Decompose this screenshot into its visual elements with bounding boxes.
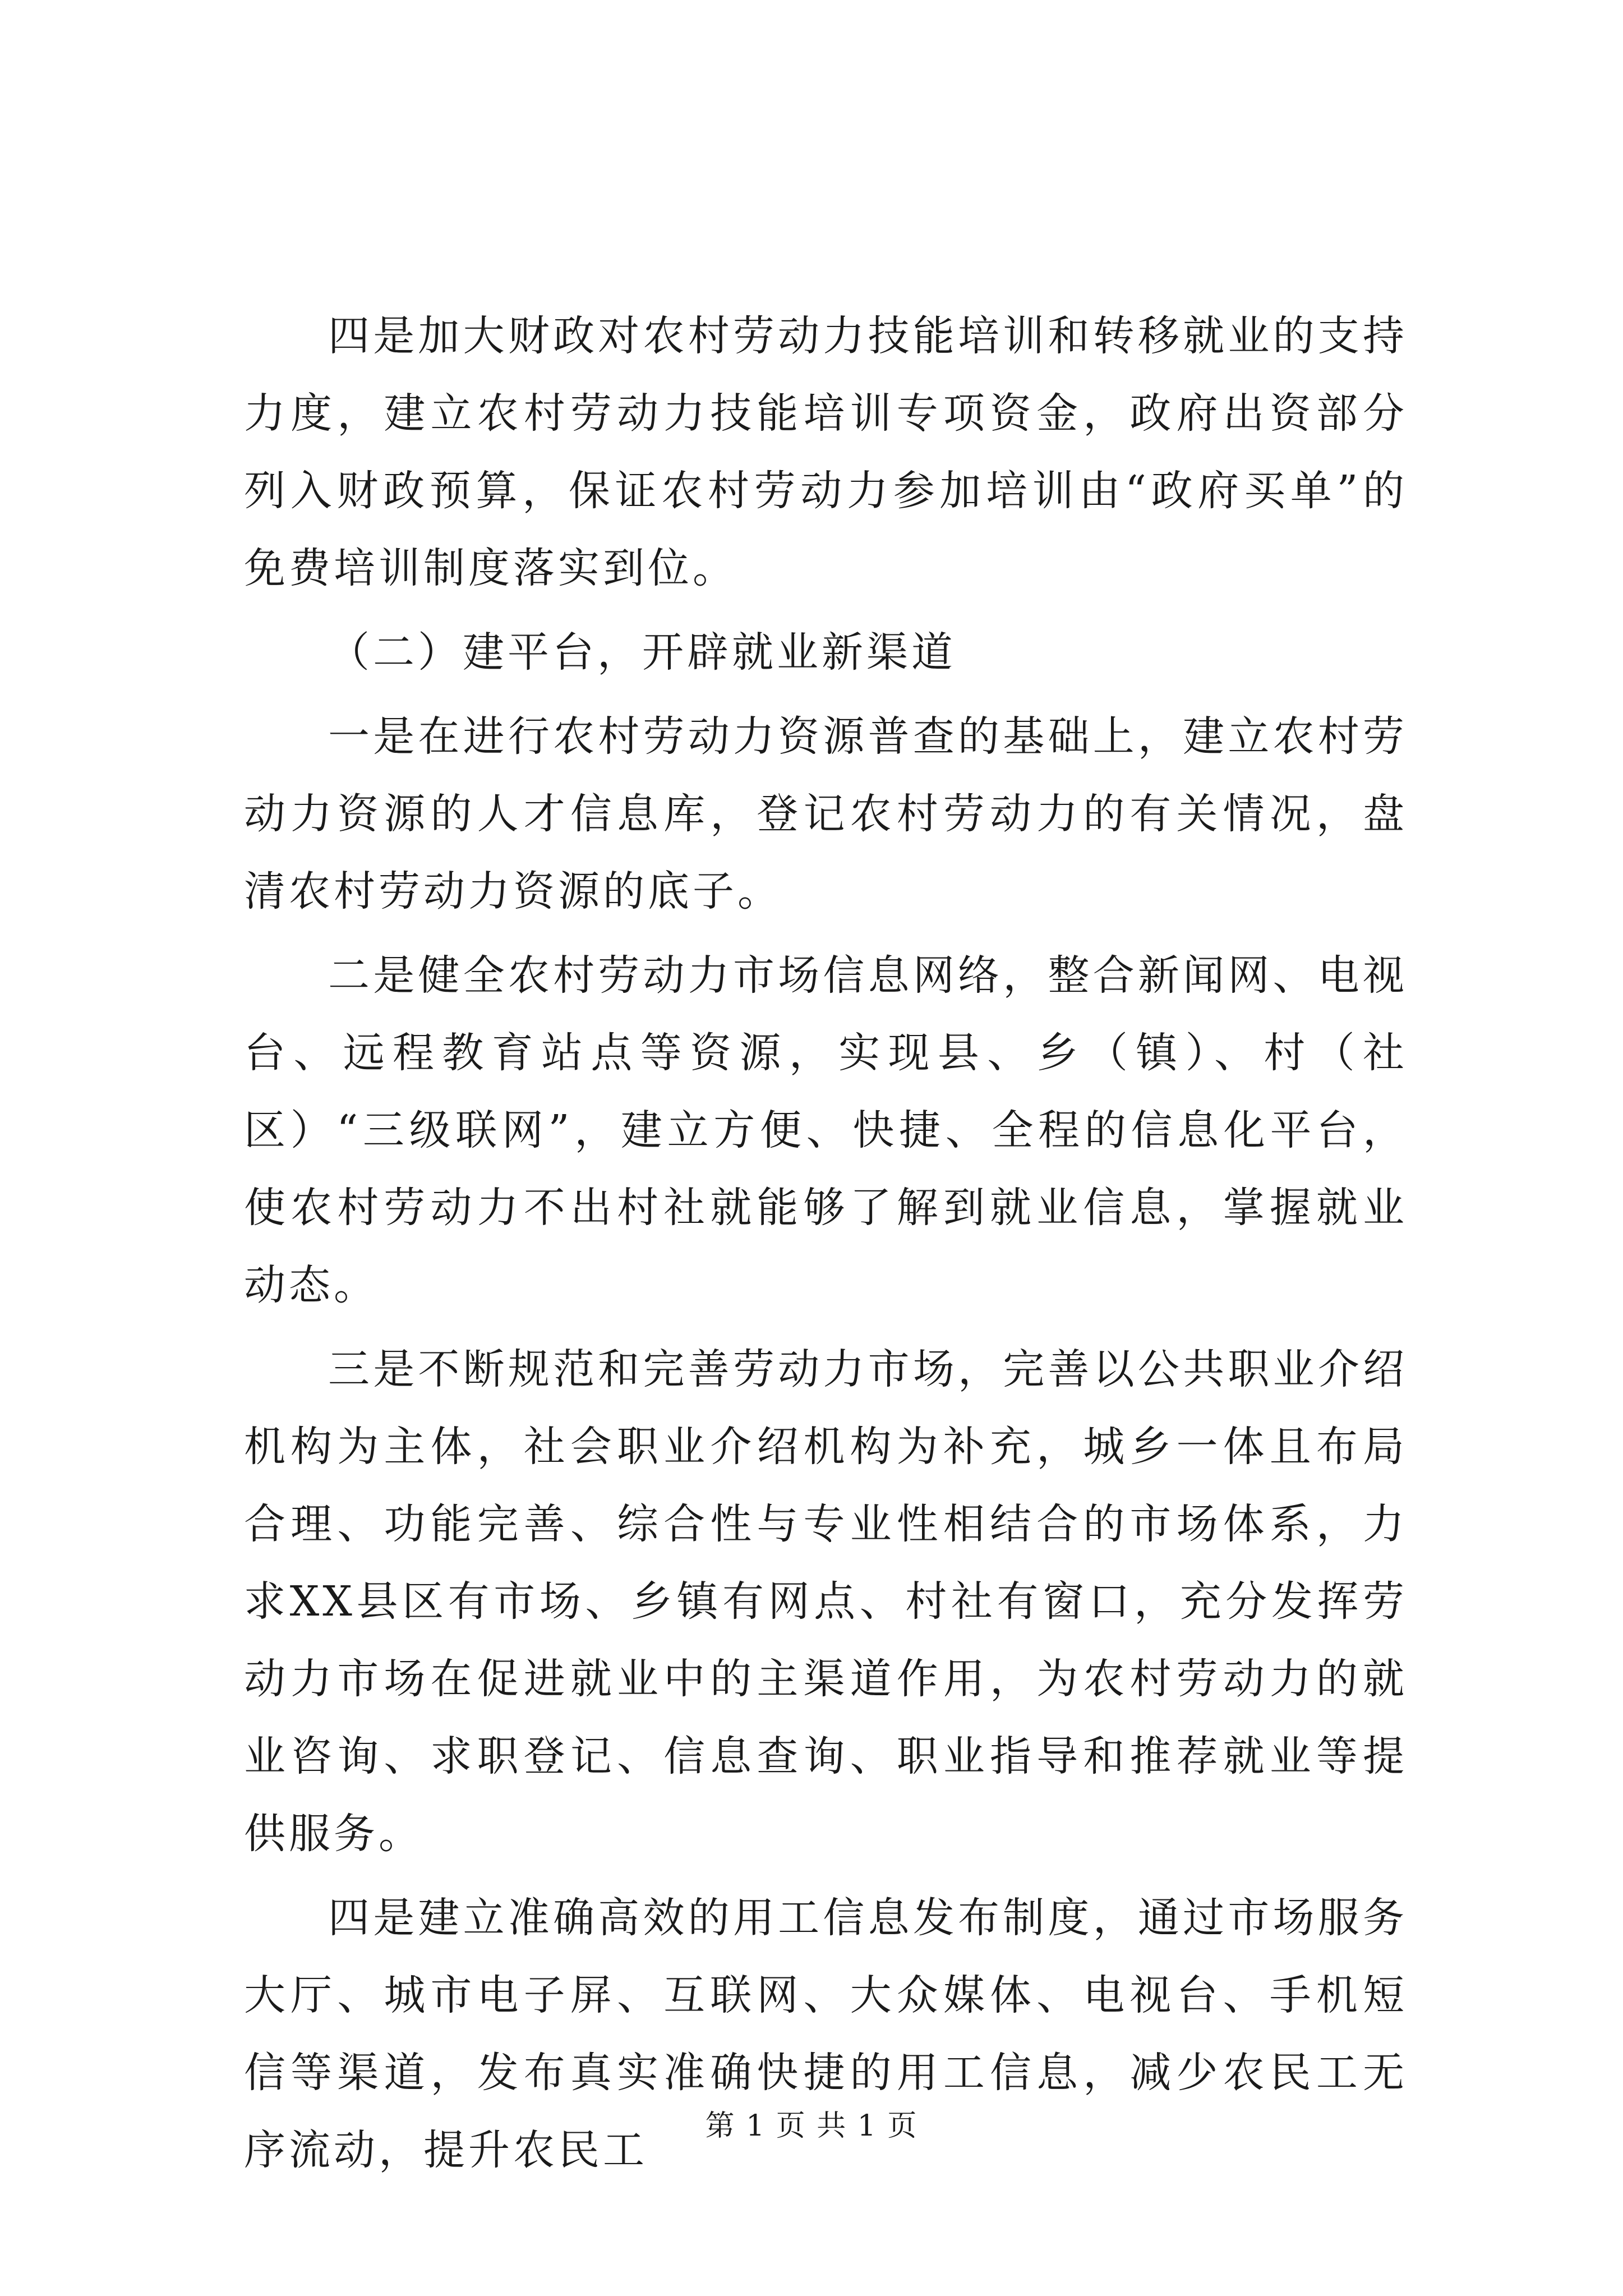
paragraph-info-network: 二是健全农村劳动力市场信息网络，整合新闻网、电视台、远程教育站点等资源，实现县、乡（镇）、村（社区）“三级联网”，建立方便、快捷、全程的信息化平台，使农村劳动力不出村社就能够了解到就业信息，掌握就业动态。 xyxy=(244,951,1408,1309)
section-heading-platform: （二）建平台，开辟就业新渠道 xyxy=(328,628,956,677)
page-number-footer: 第 1 页 共 1 页 xyxy=(705,2109,918,2143)
paragraph-funding: 四是加大财政对农村劳动力技能培训和转移就业的支持力度，建立农村劳动力技能培训专项资金，政府出资部分列入财政预算，保证农村劳动力参加培训由“政府买单”的免费培训制度落实到位。 xyxy=(244,312,1408,592)
paragraph-info-release: 四是建立准确高效的用工信息发布制度，通过市场服务大厅、城市电子屏、互联网、大众媒体、电视台、手机短信等渠道，发布真实准确快捷的用工信息，减少农民工无序流动，提升农民工 xyxy=(244,1894,1408,2174)
document-body xyxy=(244,297,1408,2196)
paragraph-talent-database: 一是在进行农村劳动力资源普查的基础上，建立农村劳动力资源的人才信息库，登记农村劳动力的有关情况，盘清农村劳动力资源的底子。 xyxy=(244,712,1408,915)
paragraph-labor-market: 三是不断规范和完善劳动力市场，完善以公共职业介绍机构为主体，社会职业介绍机构为补充，城乡一体且布局合理、功能完善、综合性与专业性相结合的市场体系，力求XX县区有市场、乡镇有网点、村社有窗口，充分发挥劳动力市场在促进就业中的主渠道作用，为农村劳动力的就业咨询、求职登记、信息查询、职业指导和推荐就业等提供服务。 xyxy=(244,1345,1408,1858)
